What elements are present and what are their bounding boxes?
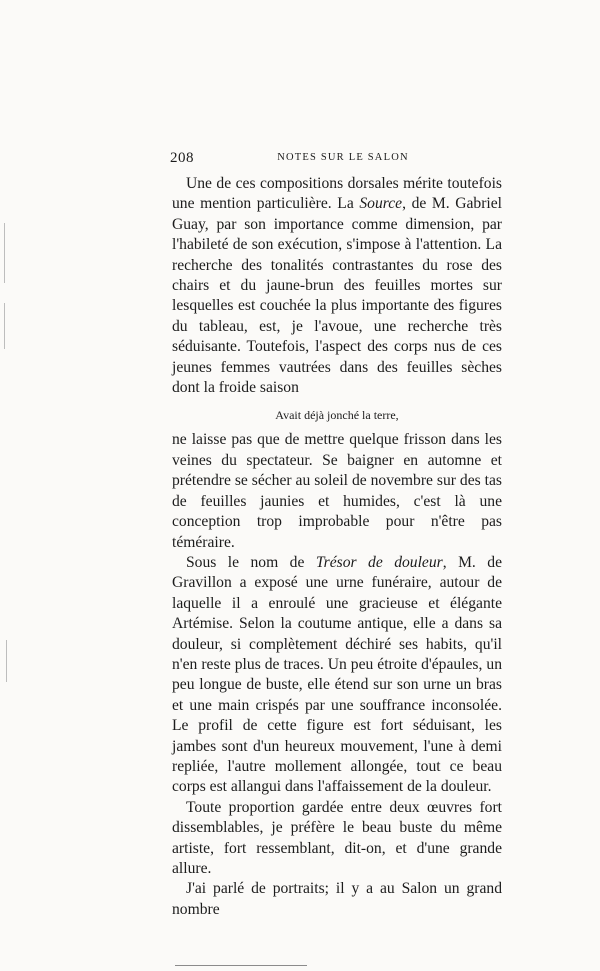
text-run: J'ai parlé de portraits; il y a au Salon un grand nombre bbox=[172, 880, 502, 918]
page-number: 208 bbox=[170, 150, 194, 166]
paragraph-continuation: ne laisse pas que de mettre quelque frisson dans les veines du spectateur. Se baigner en automne et prétendre se sécher au soleil de novembre sur des tas de feuilles jaunies et humides, c'est là une conception trop improbable pour n'être pas téméraire. bbox=[172, 431, 502, 551]
paragraph bbox=[172, 553, 502, 798]
body-text bbox=[172, 174, 502, 920]
paragraph bbox=[172, 174, 502, 398]
italic-title: Source bbox=[359, 195, 403, 213]
text-run: Sous le nom de bbox=[186, 553, 316, 571]
text-run: Une de ces compositions dorsales mérite toutefois une mention particulière. La bbox=[172, 175, 502, 213]
paragraphs-before-quote bbox=[172, 174, 502, 398]
verse-quote: Avait déjà jonché la terre, bbox=[275, 408, 399, 423]
scan-edge-mark bbox=[4, 303, 5, 349]
paragraph bbox=[172, 879, 502, 920]
italic-title: Trésor de douleur bbox=[315, 553, 443, 571]
text-run: , de M. Gabriel Guay, par son importance comme dimension, par l'habileté de son exécution, s'impose à l'attention. La recherche des tonalités contrastantes du rose des chairs et du jaune-brun des feuilles mortes sur lesquelles est couchée la plus importante des figures du tableau, est, je l'avoue, une recherche très séduisante. Toutefois, l'aspect des corps nus de ces jeunes femmes vautrées dans des feuilles sèches dont la froide saison bbox=[172, 195, 502, 397]
text-run: , M. de Gravillon a exposé une urne funéraire, autour de laquelle il a enroulé une gracieuse et élégante Artémise. Selon la coutume antique, elle a dans sa douleur, si complètement déchiré ses habits, qu'il n'en reste plus de traces. Un peu étroite d'épaules, un peu longue de buste, elle étend sur son urne un bras et une main crispés par une souffrance inconsolée. Le profil de cette figure est fort séduisant, les jambes sont d'un heureux mouvement, l'une à demi repliée, l'autre mollement allongée, tout ce beau corps est allangui dans l'affaissement de la douleur. bbox=[172, 553, 503, 796]
scan-edge-mark bbox=[4, 223, 5, 283]
paragraphs-after-quote bbox=[172, 553, 502, 920]
running-head: NOTES SUR LE SALON bbox=[277, 152, 409, 163]
footer-rule bbox=[175, 965, 307, 966]
page-header bbox=[170, 150, 516, 172]
text-run: Toute proportion gardée entre deux œuvres fort dissemblables, je préfère le beau buste du même artiste, fort ressemblant, dit-on, et d'une grande allure. bbox=[172, 798, 502, 877]
paragraph bbox=[172, 798, 502, 880]
scan-edge-mark bbox=[6, 640, 7, 682]
